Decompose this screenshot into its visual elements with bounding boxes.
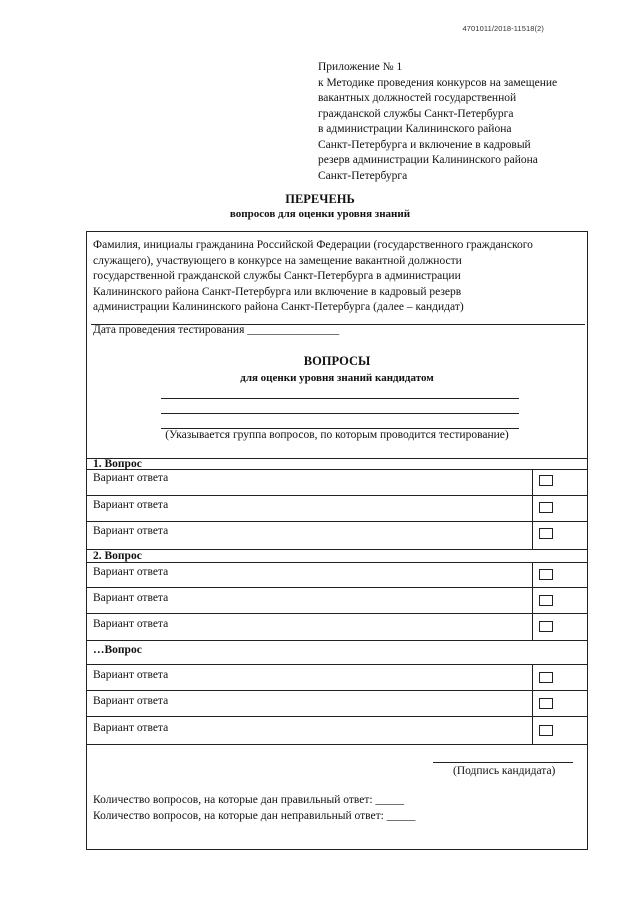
- question-title: 2. Вопрос: [93, 550, 142, 562]
- answer-option: Вариант ответа: [93, 592, 169, 604]
- appendix-line: вакантных должностей государственной: [318, 92, 517, 104]
- table-divider: [87, 744, 587, 745]
- column-divider: [532, 562, 533, 640]
- appendix-line: к Методике проведения конкурсов на замещение: [318, 76, 558, 89]
- column-divider: [532, 664, 533, 744]
- table-divider: [87, 690, 587, 691]
- document-number: 4701011/2018-11518(2): [462, 24, 544, 33]
- appendix-line: Санкт-Петербурга: [318, 169, 408, 182]
- appendix-line: в администрации Калининского района: [318, 123, 512, 135]
- table-divider: [87, 549, 587, 550]
- intro-line: служащего), участвующего в конкурсе на замещение вакантной должности: [93, 254, 462, 267]
- answer-option: Вариант ответа: [93, 525, 169, 537]
- answer-checkbox[interactable]: [539, 672, 553, 683]
- table-divider: [87, 495, 587, 496]
- intro-line: Фамилия, инициалы гражданина Российской Федерации (государственного гражданского: [93, 239, 533, 251]
- table-divider: [87, 587, 587, 588]
- intro-line: государственной гражданской службы Санкт-Петербурга в администрации: [93, 270, 461, 282]
- questions-heading: ВОПРОСЫ: [303, 354, 371, 368]
- table-divider: [87, 562, 587, 563]
- answer-option: Вариант ответа: [93, 695, 169, 707]
- page-title: ПЕРЕЧЕНЬ: [285, 192, 355, 206]
- answer-checkbox[interactable]: [539, 528, 553, 539]
- table-divider: [87, 716, 587, 717]
- intro-line: Калининского района Санкт-Петербурга или включение в кадровый резерв: [93, 285, 462, 298]
- test-date-field[interactable]: Дата проведения тестирования ________________: [93, 324, 340, 336]
- appendix-line: Санкт-Петербурга и включение в кадровый: [318, 138, 531, 151]
- answer-option: Вариант ответа: [93, 722, 169, 734]
- appendix-header: [318, 60, 608, 184]
- group-blank-line[interactable]: [161, 398, 519, 399]
- answer-option: Вариант ответа: [93, 499, 169, 511]
- group-note: (Указывается группа вопросов, по которым проводится тестирование): [165, 429, 509, 441]
- answer-checkbox[interactable]: [539, 475, 553, 486]
- candidate-intro: [93, 238, 583, 316]
- incorrect-answers-count: Количество вопросов, на которые дан неправильный ответ: _____: [93, 810, 416, 822]
- signature-line[interactable]: [433, 762, 573, 763]
- table-divider: [87, 640, 587, 641]
- test-form: [86, 231, 588, 850]
- answer-checkbox[interactable]: [539, 621, 553, 632]
- intro-line: администрации Калининского района Санкт-Петербурга (далее – кандидат): [93, 301, 464, 313]
- appendix-line: гражданской службы Санкт-Петербурга: [318, 107, 514, 120]
- answer-option: Вариант ответа: [93, 566, 169, 578]
- table-divider: [87, 469, 587, 470]
- appendix-line: резерв администрации Калининского района: [318, 154, 538, 166]
- answer-checkbox[interactable]: [539, 725, 553, 736]
- signature-label: (Подпись кандидата): [453, 765, 556, 777]
- answer-checkbox[interactable]: [539, 698, 553, 709]
- correct-answers-count: Количество вопросов, на которые дан правильный ответ: _____: [93, 794, 405, 806]
- table-divider: [87, 664, 587, 665]
- answer-checkbox[interactable]: [539, 595, 553, 606]
- question-title: 1. Вопрос: [93, 458, 142, 470]
- page-subtitle: вопросов для оценки уровня знаний: [229, 208, 411, 220]
- column-divider: [532, 469, 533, 549]
- answer-option: Вариант ответа: [93, 669, 169, 681]
- question-title: …Вопрос: [93, 644, 142, 656]
- group-blank-line[interactable]: [161, 413, 519, 414]
- answer-checkbox[interactable]: [539, 569, 553, 580]
- answer-option: Вариант ответа: [93, 472, 169, 484]
- answer-checkbox[interactable]: [539, 502, 553, 513]
- table-divider: [87, 613, 587, 614]
- answer-option: Вариант ответа: [93, 618, 169, 630]
- table-divider: [87, 521, 587, 522]
- table-divider: [87, 458, 587, 459]
- questions-subheading: для оценки уровня знаний кандидатом: [240, 372, 434, 384]
- appendix-line: Приложение № 1: [318, 61, 403, 73]
